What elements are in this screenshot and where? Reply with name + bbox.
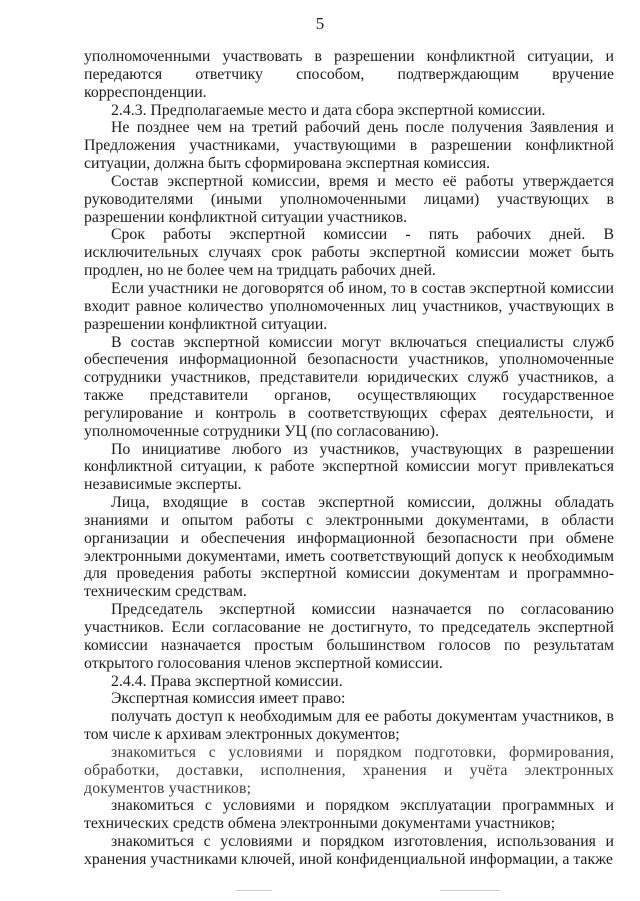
section-heading-2-4-4: 2.4.4. Права экспертной комиссии. <box>111 672 343 690</box>
list-item-software-operation-conditions: знакомиться с условиями и порядком эксплуатации программных и технических средств обмена электронными документами участников; <box>84 797 614 833</box>
paragraph-member-qualifications: Лица, входящие в состав экспертной комиссии, должны обладать знаниями и опытом работы с электронными документами, в области организации и обеспечения информационной безопасности при обмене электронными документами, иметь соответствующий допуск к необходимым для проведения работы экспертной комиссии документам и программно-техническим средствам. <box>84 494 614 601</box>
paragraph-equal-representation: Если участники не договорятся об ином, то в состав экспертной комиссии входит равное количество уполномоченных лиц участников, участвующих в разрешении конфликтной ситуации. <box>84 279 614 333</box>
scan-artifact-line <box>440 890 500 891</box>
paragraph-independent-experts: По инициативе любого из участников, участвующих в разрешении конфликтной ситуации, к работе экспертной комиссии могут привлекаться независимые эксперты. <box>84 440 614 494</box>
list-item-document-access: получать доступ к необходимым для ее работы документам участников, в том числе к архивам электронных документов; <box>84 708 614 744</box>
paragraph-commission-work-term: Срок работы экспертной комиссии - пять рабочих дней. В исключительных случаях срок работы экспертной комиссии может быть продлен, но не более чем на тридцать рабочих дней. <box>84 226 614 280</box>
scan-artifact-line <box>236 890 272 891</box>
paragraph-commission-specialists: В состав экспертной комиссии могут включаться специалисты служб обеспечения информационной безопасности участников, уполномоченные сотрудники участников, представители юридических служб участников, а также представители органов, осуществляющих государственное регулирование и контроль в соответствующих сферах деятельности, и уполномоченные сотрудники УЦ (по согласованию). <box>84 333 614 440</box>
paragraph-continuation: уполномоченными участвовать в разрешении конфликтной ситуации, и передаются ответчику способом, подтверждающим вручение корреспонденции. <box>84 48 614 101</box>
paragraph-chairman-appointment: Председатель экспертной комиссии назначается по согласованию участников. Если согласование не достигнуто, то председатель экспертной комиссии назначается простым большинством голосов по результатам открытого голосования членов экспертной комиссии. <box>84 601 614 672</box>
section-heading-2-4-3: 2.4.3. Предполагаемые место и дата сбора экспертной комиссии. <box>111 101 546 119</box>
page-number: 5 <box>315 14 325 33</box>
paragraph-commission-composition-approval: Состав экспертной комиссии, время и место её работы утверждается руководителями (иными уполномоченными лицами) участвующих в разрешении конфликтной ситуации участников. <box>84 172 614 226</box>
list-item-key-handling-conditions: знакомиться с условиями и порядком изготовления, использования и хранения участниками ключей, иной конфиденциальной информации, а также <box>84 833 614 868</box>
paragraph-rights-intro: Экспертная комиссия имеет право: <box>111 690 346 708</box>
list-item-document-processing-conditions: знакомиться с условиями и порядком подготовки, формирования, обработки, доставки, исполнения, хранения и учёта электронных документов участников; <box>84 743 614 797</box>
document-body <box>84 48 614 869</box>
paragraph-commission-formation-deadline: Не позднее чем на третий рабочий день после получения Заявления и Предложения участниками, участвующими в разрешении конфликтной ситуации, должна быть сформирована экспертная комиссия. <box>84 119 614 173</box>
